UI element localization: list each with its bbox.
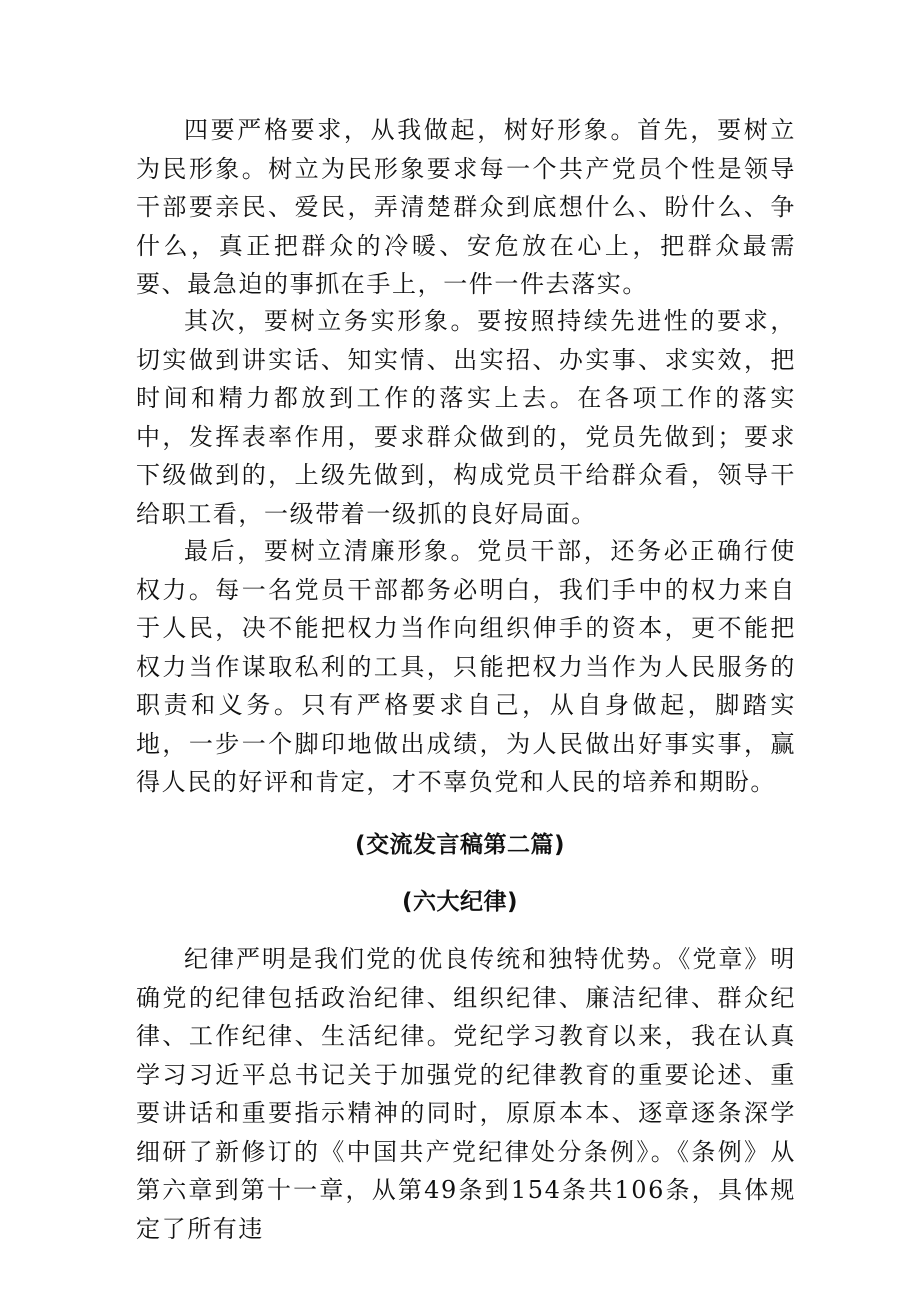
paragraph-practical-image: 其次，要树立务实形象。要按照持续先进性的要求，切实做到讲实话、知实情、出实招、办实事、求实效，把时间和精力都放到工作的落实上去。在各项工作的落实中，发挥表率作用，要求群众做到的，党员先做到；要求下级做到的，上级先做到，构成党员干给群众看，领导干给职工看，一级带着一级抓的良好局面。 (136, 307, 796, 528)
section-subheading: (六大纪律) (401, 889, 519, 915)
paragraph-discipline: 纪律严明是我们党的优良传统和独特优势。《党章》明确党的纪律包括政治纪律、组织纪律、廉洁纪律、群众纪律、工作纪律、生活纪律。党纪学习教育以来，我在认真学习习近平总书记关于加强党的纪律教育的重要论述、重要讲话和重要指示精神的同时，原原本本、逐章逐条深学细研了新修订的《中国共产党纪律处分条例》。《条例》从第六章到第十一章，从第49条到154条共106条，具体规定了所有违 (136, 945, 796, 1243)
paragraph-clean-image: 最后，要树立清廉形象。党员干部，还务必正确行使权力。每一名党员干部都务必明白，我们手中的权力来自于人民，决不能把权力当作向组织伸手的资本，更不能把权力当作谋取私利的工具，只能把权力当作为人民服务的职责和义务。只有严格要求自己，从自身做起，脚踏实地，一步一个脚印地做出成绩，为人民做出好事实事，赢得人民的好评和肯定，才不辜负党和人民的培养和期盼。 (136, 537, 796, 796)
paragraph-image-for-people: 四要严格要求，从我做起，树好形象。首先，要树立为民形象。树立为民形象要求每一个共产党员个性是领导干部要亲民、爱民，弄清楚群众到底想什么、盼什么、争什么，真正把群众的冷暖、安危放在心上，把群众最需要、最急迫的事抓在手上，一件一件去落实。 (136, 116, 796, 298)
section-heading: (交流发言稿第二篇) (354, 832, 566, 858)
